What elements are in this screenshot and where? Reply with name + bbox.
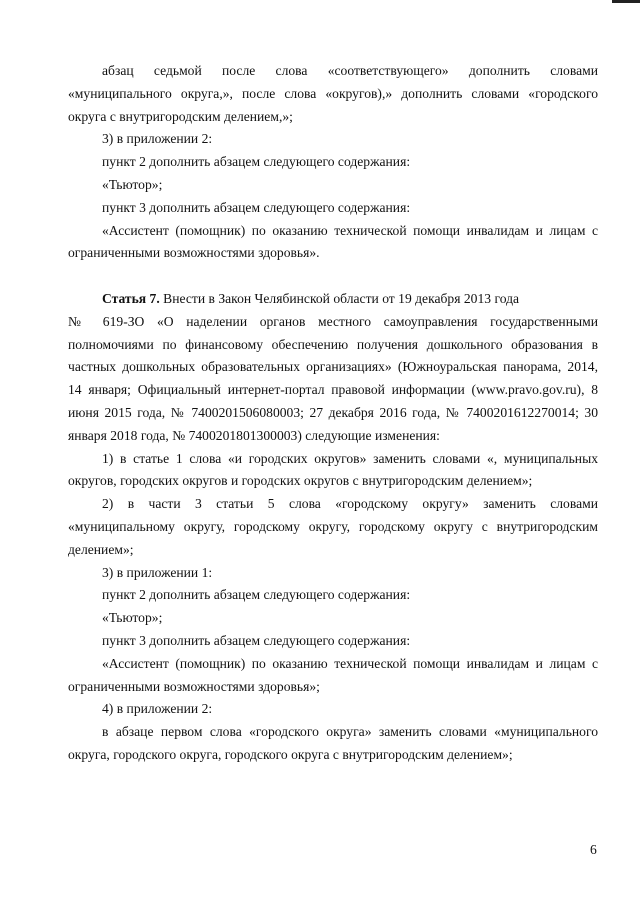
paragraph: № 619-ЗО «О наделении органов местного самоуправления государственными полномочиями по финансовому обеспечению получения дошкольного образования в частных дошкольных образовательных организациях» (Южноуральская панорама, 2014, 14 января; Официальный интернет-портал правовой информации (www.pravo.gov.ru), 8 июня 2015 года, № 7400201506080003; 27 декабря 2016 года, № 7400201612270014; 30 января 2018 года, № 7400201801300003) следующие изменения: <box>68 313 598 443</box>
paragraph: абзац седьмой после слова «соответствующего» дополнить словами «муниципального округа,», после слова «округов),» дополнить словами «городского округа с внутригородским делением,»; <box>68 63 598 124</box>
paragraph: 3) в приложении 2: <box>102 131 213 147</box>
section-gap <box>68 265 598 288</box>
paragraph: пункт 3 дополнить абзацем следующего содержания: <box>102 632 411 648</box>
article-lead: Внести в Закон Челябинской области от 19 декабря 2013 года <box>163 290 520 306</box>
paragraph: 4) в приложении 2: <box>102 701 213 717</box>
paragraph: 3) в приложении 1: <box>102 564 213 580</box>
paragraph: «Ассистент (помощник) по оказанию технической помощи инвалидам и лицам с ограниченными возможностями здоровья»; <box>68 655 598 694</box>
paragraph: пункт 2 дополнить абзацем следующего содержания: <box>102 587 411 603</box>
article-label: Статья 7. <box>102 290 160 306</box>
paragraph: 2) в части 3 статьи 5 слова «городскому округу» заменить словами «муниципальному округу, городскому округу, городскому округу с внутригородским делением»; <box>68 496 598 557</box>
article-heading <box>68 288 598 311</box>
page-number: 6 <box>590 842 597 857</box>
paragraph: «Ассистент (помощник) по оказанию технической помощи инвалидам и лицам с ограниченными возможностями здоровья». <box>68 222 598 261</box>
paragraph: 1) в статье 1 слова «и городских округов» заменить словами «, муниципальных округов, городских округов и городских округов с внутригородским делением»; <box>68 450 598 489</box>
paragraph: пункт 3 дополнить абзацем следующего содержания: <box>102 199 411 215</box>
paragraph: пункт 2 дополнить абзацем следующего содержания: <box>102 154 411 170</box>
paragraph: в абзаце первом слова «городского округа» заменить словами «муниципального округа, городского округа, городского округа с внутригородским делением»; <box>68 724 598 762</box>
scan-corner-mark <box>612 0 640 3</box>
document-body <box>68 60 598 767</box>
paragraph: «Тьютор»; <box>102 610 163 626</box>
paragraph: «Тьютор»; <box>102 176 163 192</box>
